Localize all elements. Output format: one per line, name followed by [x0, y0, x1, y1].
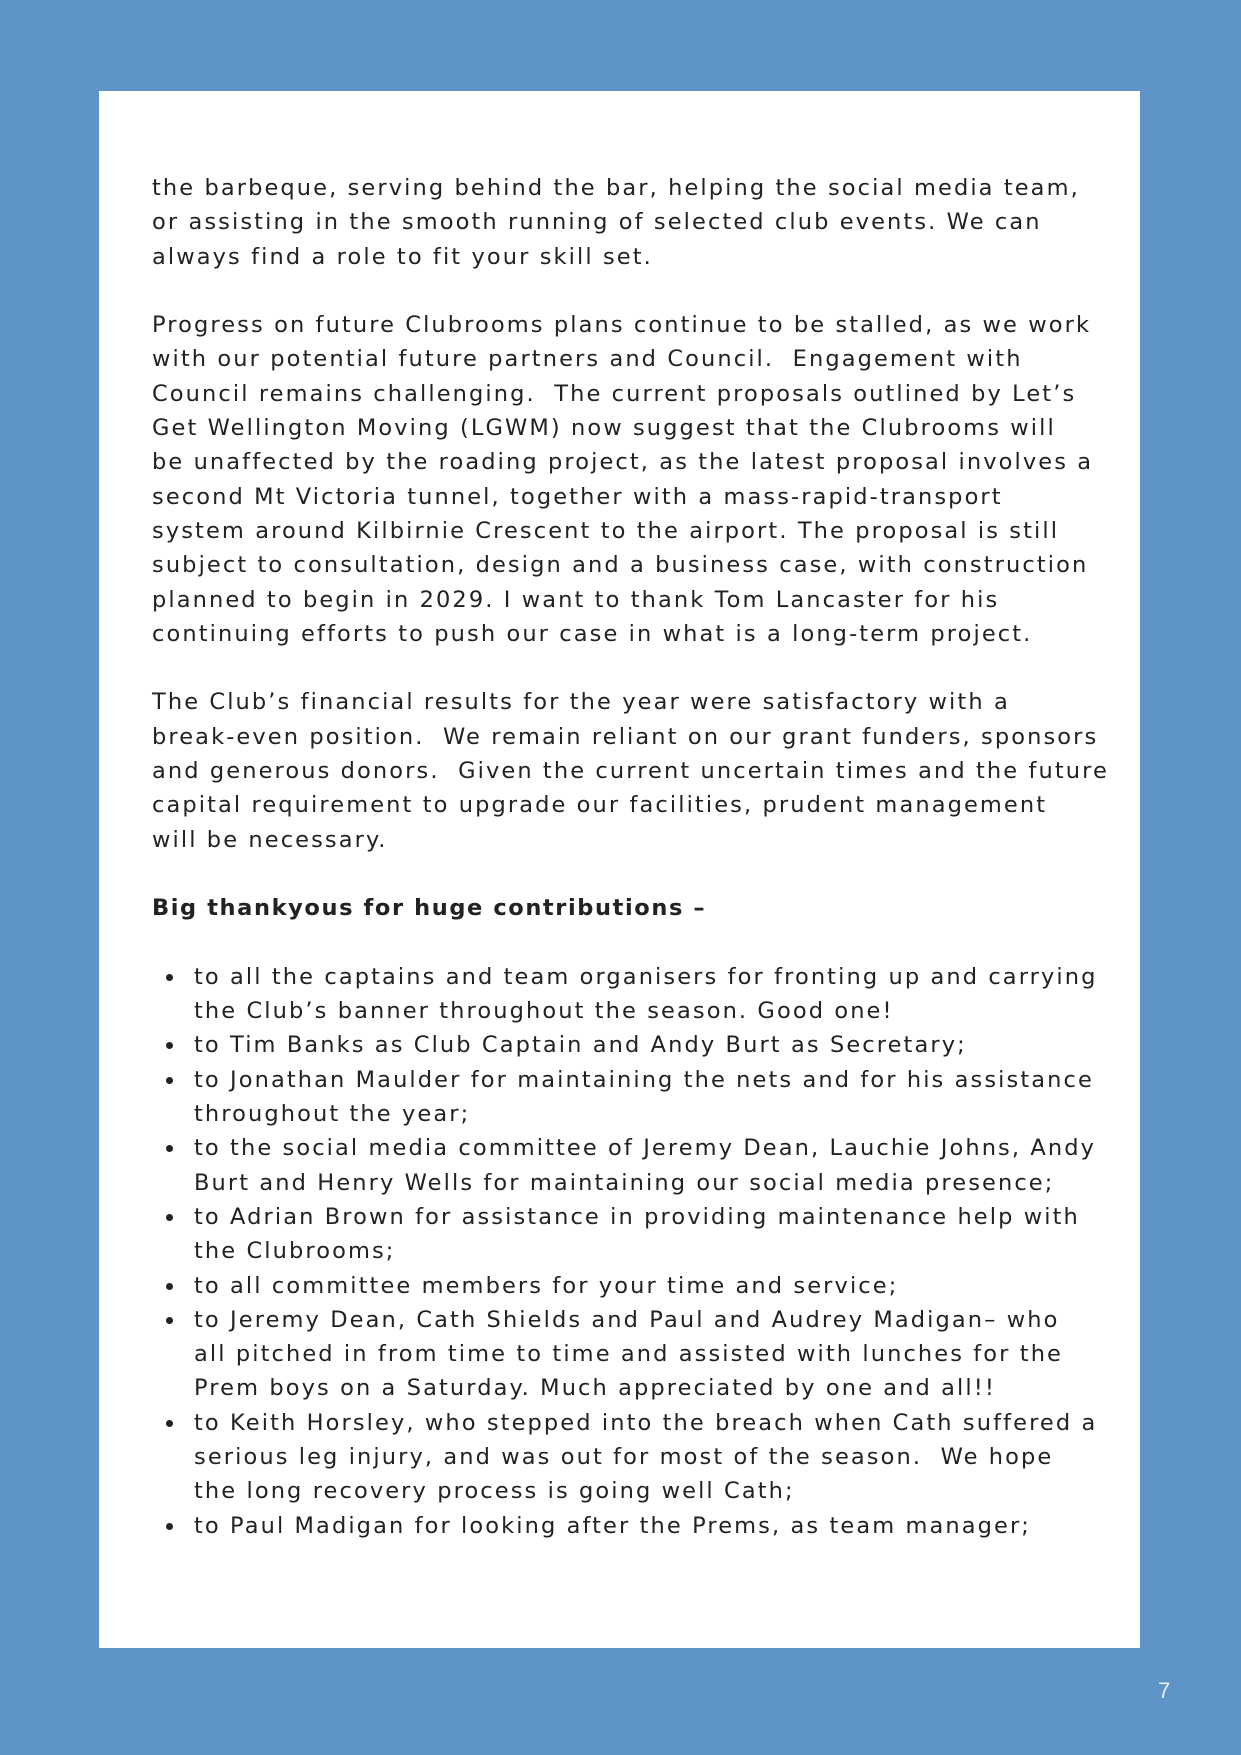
text-line: be unaffected by the roading project, as the latest proposal involves a: [152, 449, 1094, 476]
bullet-icon: [166, 1420, 173, 1427]
text-line: Progress on future Clubrooms plans continue to be stalled, as we work: [152, 312, 1092, 339]
text-line: or assisting in the smooth running of selected club events. We can: [152, 209, 1042, 236]
text-line: to Adrian Brown for assistance in providing maintenance help with: [194, 1203, 1080, 1230]
text-line: serious leg injury, and was out for most of the season. We hope: [194, 1443, 1054, 1470]
text-line: to the social media committee of Jeremy Dean, Lauchie Johns, Andy: [194, 1135, 1097, 1162]
text-line: Get Wellington Moving (LGWM) now suggest that the Clubrooms will: [152, 415, 1056, 442]
paragraph-financial: [152, 685, 1112, 856]
thanks-list: [152, 960, 1112, 1543]
list-item: [152, 1200, 1112, 1269]
text-line: Prem boys on a Saturday. Much appreciated by one and all!!: [194, 1375, 996, 1402]
text-line: continuing efforts to push our case in what is a long-term project.: [152, 620, 1033, 647]
list-item: [152, 1509, 1112, 1543]
text-line: to Paul Madigan for looking after the Prems, as team manager;: [194, 1512, 1031, 1539]
text-line: the long recovery process is going well Cath;: [194, 1478, 795, 1505]
bullet-icon: [166, 974, 173, 981]
text-line: to Jonathan Maulder for maintaining the nets and for his assistance: [194, 1066, 1094, 1093]
text-line: the barbeque, serving behind the bar, helping the social media team,: [152, 175, 1080, 201]
text-line: subject to consultation, design and a business case, with construction: [152, 552, 1089, 579]
text-line: to Tim Banks as Club Captain and Andy Burt as Secretary;: [194, 1032, 967, 1059]
bullet-icon: [166, 1283, 173, 1290]
text-line: Burt and Henry Wells for maintaining our social media presence;: [194, 1169, 1055, 1196]
list-item: [152, 1131, 1112, 1200]
text-line: capital requirement to upgrade our facilities, prudent management: [152, 792, 1048, 819]
text-line: the Club’s banner throughout the season. Good one!: [194, 998, 894, 1025]
bullet-icon: [166, 1042, 173, 1049]
text-line: to Jeremy Dean, Cath Shields and Paul and Audrey Madigan– who: [194, 1306, 1060, 1333]
text-line: to Keith Horsley, who stepped into the breach when Cath suffered a: [194, 1409, 1098, 1436]
bullet-icon: [166, 1523, 173, 1530]
page-card: [99, 91, 1140, 1648]
paragraph-volunteering: [152, 171, 1112, 274]
list-item: [152, 1406, 1112, 1509]
text-line: will be necessary.: [152, 826, 388, 853]
text-line: the Clubrooms;: [194, 1238, 396, 1265]
text-line: break-even position. We remain reliant on our grant funders, sponsors: [152, 723, 1099, 750]
page-number: 7: [1158, 1678, 1171, 1703]
page-content: [152, 171, 1112, 1543]
text-line: to all committee members for your time and service;: [194, 1272, 899, 1299]
list-item: [152, 960, 1112, 1029]
bullet-icon: [166, 1077, 173, 1084]
text-line: system around Kilbirnie Crescent to the airport. The proposal is still: [152, 517, 1060, 544]
bullet-icon: [166, 1317, 173, 1324]
text-line: second Mt Victoria tunnel, together with a mass-rapid-transport: [152, 483, 1003, 510]
text-line: with our potential future partners and Council. Engagement with: [152, 346, 1023, 373]
text-line: always find a role to fit your skill set.: [152, 243, 653, 270]
bullet-icon: [166, 1145, 173, 1152]
text-line: planned to begin in 2029. I want to thank Tom Lancaster for his: [152, 586, 1000, 613]
paragraph-clubrooms: [152, 308, 1112, 651]
text-line: to all the captains and team organisers for fronting up and carrying: [194, 963, 1098, 990]
text-line: Council remains challenging. The current proposals outlined by Let’s: [152, 380, 1077, 407]
text-line: The Club’s financial results for the year were satisfactory with a: [152, 689, 1010, 716]
bullet-icon: [166, 1214, 173, 1221]
list-item: [152, 1028, 1112, 1062]
text-line: and generous donors. Given the current uncertain times and the future: [152, 758, 1109, 785]
list-item: [152, 1063, 1112, 1132]
list-item: [152, 1269, 1112, 1303]
text-line: all pitched in from time to time and assisted with lunches for the: [194, 1341, 1064, 1368]
section-heading: Big thankyous for huge contributions –: [152, 895, 707, 922]
list-item: [152, 1303, 1112, 1406]
text-line: throughout the year;: [194, 1101, 471, 1128]
